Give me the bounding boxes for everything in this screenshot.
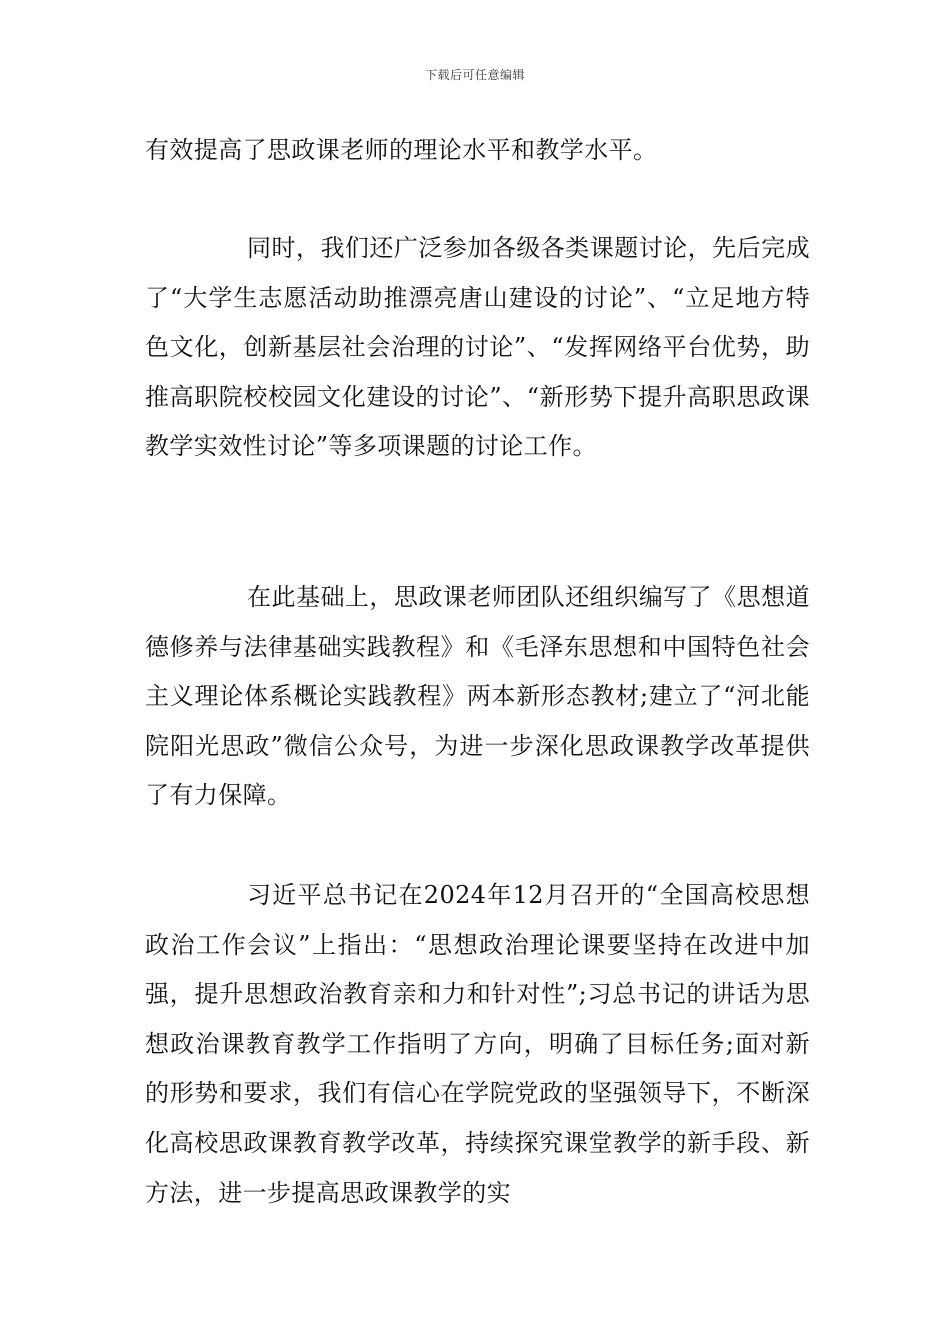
page-header-note: 下载后可任意编辑 — [424, 68, 525, 82]
paragraph-research-topics: 同时，我们还广泛参加各级各类课题讨论，先后完成了“大学生志愿活动助推漂亮唐山建设的讨论”、“立足地方特色文化，创新基层社会治理的讨论”、“发挥网络平台优势，助推高职院校校园文化建设的讨论”、“新形势下提升高职思政课教学实效性讨论”等多项课题的讨论工作。 — [145, 234, 810, 461]
paragraph-speech: 习近平总书记在2024年12月召开的“全国高校思想政治工作会议”上指出：“思想政治理论课要坚持在改进中加强，提升思想政治教育亲和力和针对性”;习总书记的讲话为思想政治课教育教学工作指明了方向，明确了目标任务;面对新的形势和要求，我们有信心在学院党政的坚强领导下，不断深化高校思政课教育教学改革，持续探究课堂教学的新手段、新方法，进一步提高思政课教学的实 — [145, 881, 810, 1207]
paragraph-textbooks: 在此基础上，思政课老师团队还组织编写了《思想道德修养与法律基础实践教程》和《毛泽东思想和中国特色社会主义理论体系概论实践教程》两本新形态教材;建立了“河北能院阳光思政”微信公众号，为进一步深化思政课教学改革提供了有力保障。 — [145, 583, 810, 810]
paragraph-continuation: 有效提高了思政课老师的理论水平和教学水平。 — [145, 136, 658, 164]
